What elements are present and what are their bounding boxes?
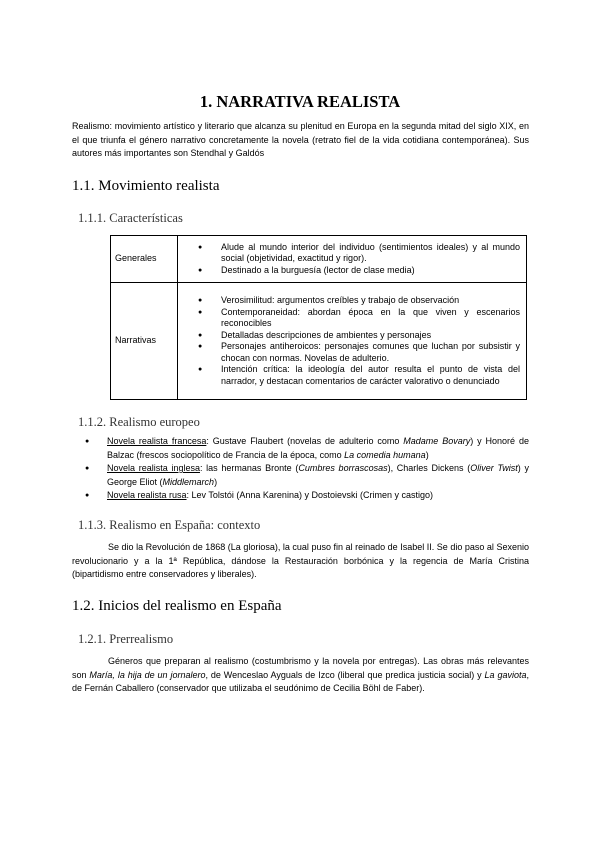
page-title: 1. NARRATIVA REALISTA [199,92,401,111]
list-item: ● Alude al mundo interior del individuo (sentimientos ideales) y al mundo social (objetividad, exactitud y rigor). [221,242,520,265]
work-title: María, la hija de un jornalero [89,669,206,680]
table-cell-content [178,283,527,400]
list-item: ● Personajes antiheroicos: personajes comunes que luchan por subsistir y chocan con normas. Novelas de adulterio. [221,341,520,364]
section-heading-1-2: 1.2. Inicios del realismo en España [72,598,282,614]
list-item: ● Intención crítica: la ideología del autor resulta el punto de vista del narrador, y destacan comentarios de carácter valorativo o denunciado [221,364,520,387]
list-item-text: ) y Honoré de Balzac (frescos sociopolítico de Francia de la época, como [107,436,529,460]
european-realism-list [72,435,529,503]
bullet-list [184,295,520,387]
bullet-list [184,242,520,277]
list-item-text: : Lev Tolstói (Anna Karenina) y Dostoievski (Crimen y castigo) [186,490,433,500]
list-item-text: : las hermanas Bronte ( [199,463,299,473]
table-row [111,236,527,283]
spain-context-paragraph: Se dio la Revolución de 1868 (La gloriosa), la cual puso fin al reinado de Isabel II. Se dio paso al Sexenio revolucionario y a la 1ª República, dándose la Restauración borbónica y la regencia de María Cristina (bipartidismo entre conservadores y liberales). [72,542,529,579]
intro-paragraph: Realismo: movimiento artístico y literario que alcanza su plenitud en Europa en la segunda mitad del siglo XIX, en el que triunfa el género narrativo concretamente la novela (retrato fiel de la vida cotidiana contemporánea). Sus autores más importantes son Stendhal y Galdós [72,121,529,158]
list-item [107,435,529,462]
table-cell-content [178,236,527,283]
work-title: La comedia humana [344,449,426,460]
paragraph-text: , de Wenceslao Ayguals de Izco (liberal que predica justicia social) y [205,669,485,680]
list-item-text: : Gustave Flaubert (novelas de adulterio como [206,436,404,446]
section-heading-1-1: 1.1. Movimiento realista [72,178,220,194]
list-item [107,462,529,489]
table-row-label: Generales [111,236,178,283]
list-item-text: ) y George Eliot ( [107,463,529,487]
characteristics-table [110,235,527,400]
subsection-heading-1-2-1: 1.2.1. Prerrealismo [78,632,174,646]
subsection-heading-1-1-3: 1.1.3. Realismo en España: contexto [78,518,261,532]
paragraph-text: , de Fernán Caballero (conservador que utilizaba el seudónimo de Cecilia Böhl de Faber). [72,669,529,693]
subsection-heading-1-1-1: 1.1.1. Características [78,211,183,225]
work-title: Madame Bovary [403,436,471,446]
table-row [111,283,527,400]
work-title: Oliver Twist [470,463,518,473]
list-item-label: Novela realista inglesa [107,463,200,473]
subsection-heading-1-1-2: 1.1.2. Realismo europeo [78,415,200,429]
work-title: Middlemarch [162,476,215,487]
list-item-text: ) [425,449,429,460]
table-row-label: Narrativas [111,283,178,400]
list-item-label: Novela realista francesa [107,436,207,446]
list-item-text: ) [214,476,218,487]
list-item-text: ), Charles Dickens ( [387,463,471,473]
list-item-label: Novela realista rusa [107,490,187,500]
list-item: ● Verosimilitud: argumentos creíbles y trabajo de observación [221,295,520,307]
paragraph-text: Géneros que preparan al realismo (costumbrismo y la novela por entregas). Las obras más relevantes son [72,656,529,680]
work-title: La gaviota [484,669,527,680]
list-item: ● Contemporaneidad: abordan época en la que viven y escenarios reconocibles [221,307,520,330]
list-item: ● Destinado a la burguesía (lector de clase media) [221,265,520,277]
work-title: Cumbres borrascosas [298,463,388,473]
list-item: ● Detalladas descripciones de ambientes y personajes [221,330,520,342]
prerrealism-paragraph [72,655,529,696]
list-item [107,489,529,503]
